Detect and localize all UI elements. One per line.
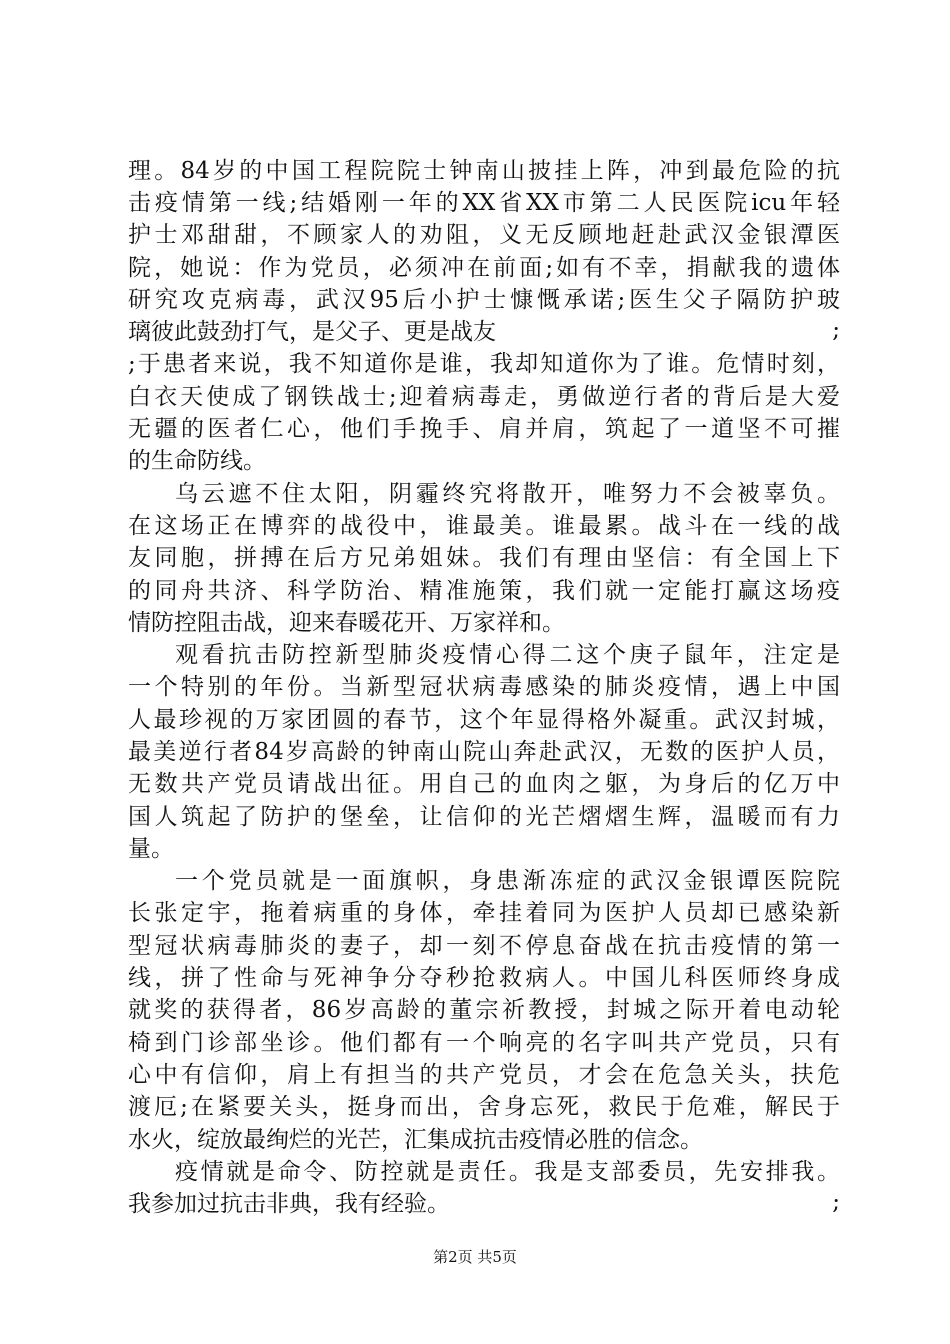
text-segment: 璃彼此鼓劲打气，是父子、更是战友 (128, 319, 496, 346)
text-line (128, 1121, 840, 1153)
text-segment: 最美逆行者84岁高龄的钟南山院山奔赴武汉，无数的医护人员， (128, 739, 840, 765)
text-segment: 无数共产党员请战出征。用自己的血肉之躯，为身后的亿万中 (128, 771, 840, 798)
text-segment: 情防控阻击战，迎来春暖花开、万家祥和。 (128, 609, 565, 636)
text-segment-tail: ; (832, 316, 840, 343)
text-segment: ;于患者来说，我不知道你是谁，我却知道你为了谁。危情时刻， (128, 351, 840, 378)
text-segment: 白衣天使成了钢铁战士;迎着病毒走，勇做逆行者的背后是大爱 (128, 383, 840, 410)
text-segment: 无疆的医者仁心，他们手挽手、肩并肩，筑起了一道坚不可摧 (128, 416, 840, 443)
text-segment: 我参加过抗击非典，我有经验。 (128, 1191, 450, 1218)
text-segment: 疫情就是命令、防控就是责任。我是支部委员，先安排我。 (175, 1158, 840, 1185)
text-segment: 心中有信仰，肩上有担当的共产党员，才会在危急关头，扶危 (128, 1061, 840, 1088)
text-line (128, 152, 840, 184)
text-segment: 线，拼了性命与死神争分夺秒抢救病人。中国儿科医师终身成 (128, 965, 840, 992)
text-segment: 研究攻克病毒，武汉95后小护士慷慨承诺;医生父子隔防护玻 (128, 286, 840, 313)
text-line (128, 217, 840, 249)
text-line (128, 863, 840, 895)
text-segment: 就奖的获得者，86岁高龄的董宗祈教授，封城之际开着电动轮 (128, 997, 840, 1024)
text-line (128, 281, 840, 313)
text-segment-tail: ; (832, 1188, 840, 1215)
text-line (128, 475, 840, 507)
page-footer: 第2页 共5页 (433, 1248, 517, 1266)
text-segment: 椅到门诊部坐诊。他们都有一个响亮的名字叫共产党员，只有 (128, 1029, 840, 1056)
text-line (128, 184, 840, 216)
text-segment: 理。84岁的中国工程院院士钟南山披挂上阵，冲到最危险的抗 (128, 157, 840, 184)
text-segment: 护士邓甜甜，不顾家人的劝阻，义无反顾地赶赴武汉金银潭医 (128, 222, 840, 249)
text-line (128, 1153, 840, 1185)
text-line (128, 572, 840, 604)
text-line (128, 346, 840, 378)
text-segment: 人最珍视的万家团圆的春节，这个年显得格外凝重。武汉封城， (128, 706, 840, 733)
text-line (128, 992, 840, 1024)
text-segment: 在这场正在博弈的战役中，谁最美。谁最累。战斗在一线的战 (128, 512, 840, 539)
text-line (128, 830, 840, 862)
text-line (128, 636, 840, 668)
text-line (128, 604, 840, 636)
text-line (128, 378, 840, 410)
text-line (128, 1186, 840, 1218)
text-segment: 的同舟共济、科学防治、精准施策，我们就一定能打赢这场疫 (128, 577, 840, 604)
text-segment: 水火，绽放最绚烂的光芒，汇集成抗击疫情必胜的信念。 (128, 1126, 703, 1153)
text-segment: 院，她说：作为党员，必须冲在前面;如有不幸，捐献我的遗体 (128, 254, 840, 281)
text-line (128, 1089, 840, 1121)
text-segment: 观看抗击防控新型肺炎疫情心得二这个庚子鼠年，注定是 (175, 642, 840, 669)
text-segment: 渡厄;在紧要关头，挺身而出，舍身忘死，救民于危难，解民于 (128, 1094, 840, 1121)
text-segment: 国人筑起了防护的堡垒，让信仰的光芒熠熠生辉，温暖而有力 (128, 803, 840, 830)
text-segment: 量。 (128, 835, 174, 862)
text-line (128, 443, 840, 475)
text-line (128, 410, 840, 442)
text-segment: 击疫情第一线;结婚刚一年的XX省XX市第二人民医院icu年轻 (128, 189, 840, 216)
text-segment: 的生命防线。 (128, 448, 266, 475)
body-text (128, 152, 840, 1218)
text-line (128, 766, 840, 798)
text-line (128, 540, 840, 572)
text-line (128, 798, 840, 830)
text-line (128, 959, 840, 991)
text-segment: 长张定宇，拖着病重的身体，牵挂着同为医护人员却已感染新 (128, 900, 840, 927)
text-segment: 一个党员就是一面旗帜，身患渐冻症的武汉金银谭医院院 (175, 868, 840, 895)
text-line (128, 313, 840, 345)
text-line (128, 249, 840, 281)
text-segment: 友同胞，拼搏在后方兄弟姐妹。我们有理由坚信：有全国上下 (128, 545, 840, 572)
text-line (128, 507, 840, 539)
text-segment: 一个特别的年份。当新型冠状病毒感染的肺炎疫情，遇上中国 (128, 674, 840, 701)
text-line (128, 895, 840, 927)
text-line (128, 669, 840, 701)
text-line (128, 1024, 840, 1056)
text-segment: 乌云遮不住太阳，阴霾终究将散开，唯努力不会被辜负。 (175, 480, 840, 507)
text-line (128, 701, 840, 733)
text-line (128, 733, 840, 765)
text-line (128, 927, 840, 959)
text-line (128, 1056, 840, 1088)
text-segment: 型冠状病毒肺炎的妻子，却一刻不停息奋战在抗击疫情的第一 (128, 932, 840, 959)
